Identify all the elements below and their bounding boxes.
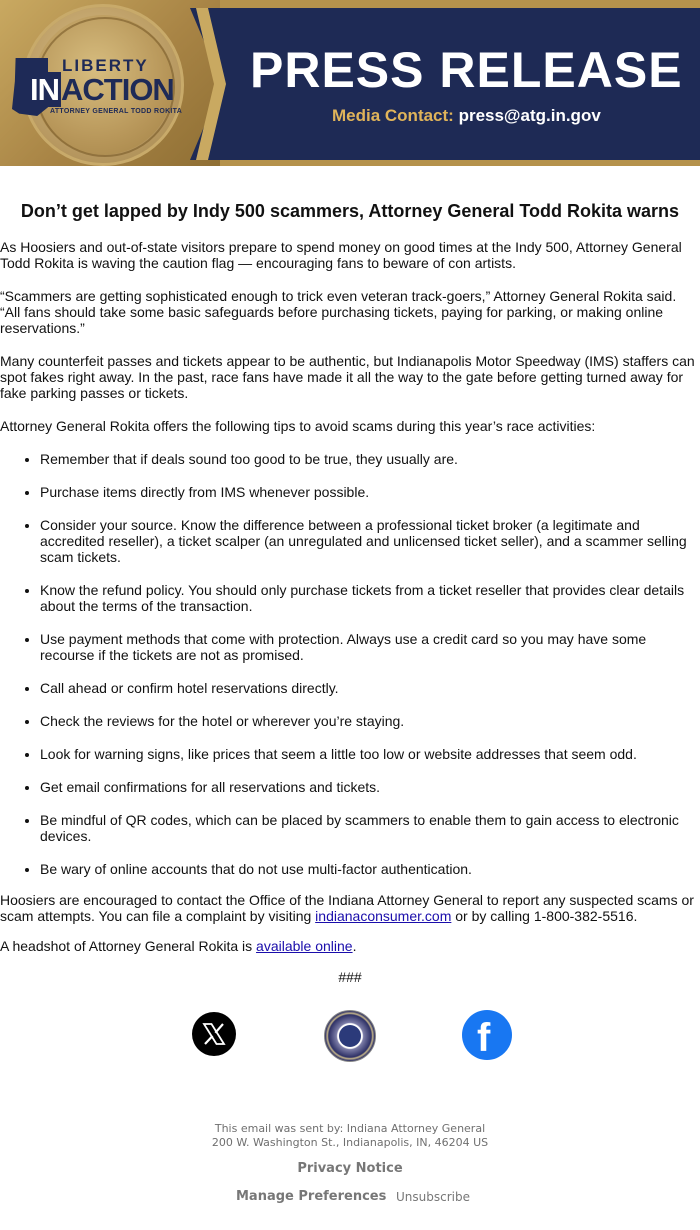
media-contact	[332, 106, 601, 126]
list-item: • Check the reviews for the hotel or wherever you’re staying.	[40, 713, 700, 729]
liberty-in-action-logo	[12, 50, 187, 125]
privacy-notice-link[interactable]: Privacy Notice	[297, 1161, 403, 1176]
list-item: • Consider your source. Know the difference between a professional ticket broker (a legitimate and accredited reseller), a ticket scalper (an unregulated and unlicensed ticket seller), and a scammer selling scam tickets.	[40, 517, 700, 565]
logo-subtitle: ATTORNEY GENERAL TODD ROKITA	[50, 108, 183, 115]
media-contact-label: Media Contact:	[332, 106, 459, 125]
paragraph-headshot: A headshot of Attorney General Rokita is available online.	[0, 938, 357, 954]
available-online-link[interactable]: available online	[256, 938, 353, 954]
logo-liberty: LIBERTY	[62, 56, 149, 75]
footer-address: 200 W. Washington St., Indianapolis, IN, 46204 US	[211, 1136, 489, 1149]
list-item: • Remember that if deals sound too good to be true, they usually are.	[40, 451, 700, 467]
press-release-banner	[0, 0, 700, 166]
indianaconsumer-link[interactable]: indianaconsumer.com	[315, 908, 452, 924]
article-body	[0, 166, 700, 985]
list-item: • Purchase items directly from IMS whenever possible.	[40, 484, 700, 500]
email-footer	[0, 1122, 700, 1204]
attorney-general-seal-icon[interactable]	[324, 1010, 376, 1062]
paragraph-intro: As Hoosiers and out-of-state visitors prepare to spend money on good times at the Indy 500, Attorney General Todd Rokita is waving the caution flag — encouraging fans to beware of con artists.	[0, 239, 682, 271]
list-item: • Use payment methods that come with protection. Always use a credit card so you may have some recourse if the tickets are not as promised.	[40, 631, 700, 663]
paragraph-tips-intro: Attorney General Rokita offers the following tips to avoid scams during this year’s race activities:	[0, 418, 596, 434]
list-item: • Look for warning signs, like prices that seem a little too low or website addresses that seem odd.	[40, 746, 700, 762]
x-logo-icon	[202, 1022, 226, 1046]
list-item: • Call ahead or confirm hotel reservations directly.	[40, 680, 700, 696]
tips-list	[0, 451, 700, 877]
manage-preferences-link[interactable]: Manage Preferences	[236, 1189, 387, 1204]
list-item: • Know the refund policy. You should only purchase tickets from a ticket reseller that provides clear details about the terms of the transaction.	[40, 582, 700, 614]
list-item: • Be mindful of QR codes, which can be placed by scammers to enable them to gain access to electronic devices.	[40, 812, 700, 844]
banner-title: PRESS RELEASE	[250, 42, 683, 98]
article-headline: Don’t get lapped by Indy 500 scammers, Attorney General Todd Rokita warns	[20, 201, 680, 221]
x-twitter-icon[interactable]	[192, 1012, 236, 1056]
logo-inaction: INACTION	[30, 72, 174, 107]
end-mark: ###	[338, 969, 362, 985]
list-item: • Be wary of online accounts that do not use multi-factor authentication.	[40, 861, 700, 877]
paragraph-report: Hoosiers are encouraged to contact the Office of the Indiana Attorney General to report any suspected scams or scam attempts. You can file a complaint by visiting indianaconsumer.com or by calling 1-800-382-5516.	[0, 892, 694, 924]
paragraph-quote: “Scammers are getting sophisticated enough to trick even veteran track-goers,” Attorney General Rokita said. “All fans should take some basic safeguards before purchasing tickets, paying for parking, or making online reservations.”	[0, 288, 677, 336]
list-item: • Get email confirmations for all reservations and tickets.	[40, 779, 700, 795]
unsubscribe-link[interactable]: Unsubscribe	[396, 1190, 470, 1204]
facebook-icon[interactable]: f	[462, 1010, 512, 1060]
media-contact-email: press@atg.in.gov	[458, 106, 601, 125]
paragraph-counterfeit: Many counterfeit passes and tickets appear to be authentic, but Indianapolis Motor Speedway (IMS) staffers can spot fakes right away. In the past, race fans have made it all the way to the gate before getting turned away for fake parking passes or tickets.	[0, 353, 695, 401]
footer-sender: This email was sent by: Indiana Attorney General	[214, 1122, 486, 1135]
